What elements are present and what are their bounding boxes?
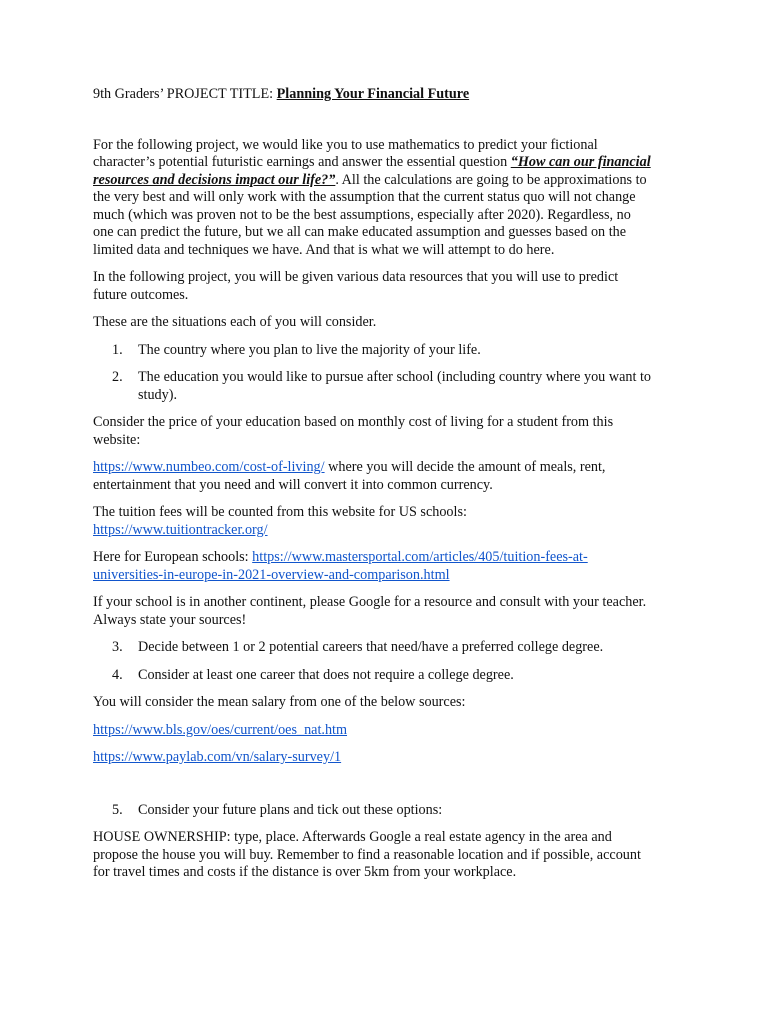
list-item — [93, 639, 653, 657]
list-item — [93, 369, 653, 404]
project-title — [93, 86, 653, 104]
title-prefix: 9th Graders’ PROJECT TITLE: — [93, 86, 277, 102]
document-page — [93, 86, 653, 892]
list-text: The country where you plan to live the majority of your life. — [138, 341, 481, 358]
tuition-eu-text: Here for European schools: — [93, 549, 253, 565]
tuition-eu-paragraph — [93, 549, 653, 584]
blank-line — [93, 777, 653, 802]
list-text: Consider at least one career that does not require a college degree. — [138, 666, 514, 683]
numbeo-link[interactable]: https://www.numbeo.com/cost-of-living/ — [93, 459, 325, 475]
list-text: Decide between 1 or 2 potential careers that need/have a preferred college degree. — [138, 639, 604, 655]
data-resources-paragraph: In the following project, you will be given various data resources that you will use to predict future outcomes. — [93, 269, 619, 303]
title-name: Planning Your Financial Future — [276, 86, 470, 102]
list-item — [93, 802, 653, 820]
list-number: 3. — [112, 639, 123, 655]
intro-before: For the following project, we would like you to use mathematics to predict your fictional character’s potential futuristic earnings and answer the essential question — [93, 136, 598, 170]
salary-link-paragraph — [93, 749, 653, 767]
tuitiontracker-link[interactable]: https://www.tuitiontracker.org/ — [93, 521, 268, 538]
list-number: 5. — [112, 801, 123, 818]
mastersportal-link[interactable]: https://www.mastersportal.com/articles/405/tuition-fees-at-universities-in-europe-in-2021-overview-and-comparison.html — [93, 549, 588, 583]
other-continent-paragraph: If your school is in another continent, please Google for a resource and consult with your teacher. Always state your sources! — [93, 594, 647, 628]
house-ownership-paragraph: HOUSE OWNERSHIP: type, place. Afterwards Google a real estate agency in the area and propose the house you will buy. Remember to find a reasonable location and if possible, account for travel times and costs if the distance is over 5km from your workplace. — [93, 829, 641, 880]
situations-paragraph: These are the situations each of you will consider. — [93, 314, 377, 330]
list-item — [93, 342, 653, 360]
numbeo-paragraph — [93, 459, 653, 494]
list-number: 4. — [112, 666, 123, 683]
list-number: 1. — [112, 341, 123, 358]
price-paragraph: Consider the price of your education based on monthly cost of living for a student from this website: — [93, 414, 614, 448]
essential-question: “How can our financial resources and decisions impact our life?” — [93, 154, 651, 188]
list-number: 2. — [112, 369, 123, 385]
numbeo-after: where you will decide the amount of meals, rent, entertainment that you need and will convert it into common currency. — [93, 459, 606, 493]
intro-paragraph — [93, 137, 653, 260]
paylab-link[interactable]: https://www.paylab.com/vn/salary-survey/1 — [93, 749, 342, 765]
salary-link-paragraph — [93, 722, 653, 740]
tuition-us-paragraph — [93, 504, 653, 539]
list-item — [93, 667, 653, 685]
tuition-us-text: The tuition fees will be counted from this website for US schools: — [93, 504, 467, 520]
salary-paragraph: You will consider the mean salary from one of the below sources: — [93, 694, 466, 710]
list-text: The education you would like to pursue after school (including country where you want to study). — [138, 369, 651, 403]
intro-after: . All the calculations are going to be approximations to the very best and will only work with the assumption that the current status quo will not change much (which was proven not to be the best assumptions, especially after 2020). Regardless, no one can predict the future, but we all can make educated assumption and guesses based on the limited data and techniques we have. And that is what we will attempt to do here. — [93, 171, 647, 258]
list-text: Consider your future plans and tick out these options: — [138, 801, 443, 818]
bls-link[interactable]: https://www.bls.gov/oes/current/oes_nat.htm — [93, 721, 348, 738]
